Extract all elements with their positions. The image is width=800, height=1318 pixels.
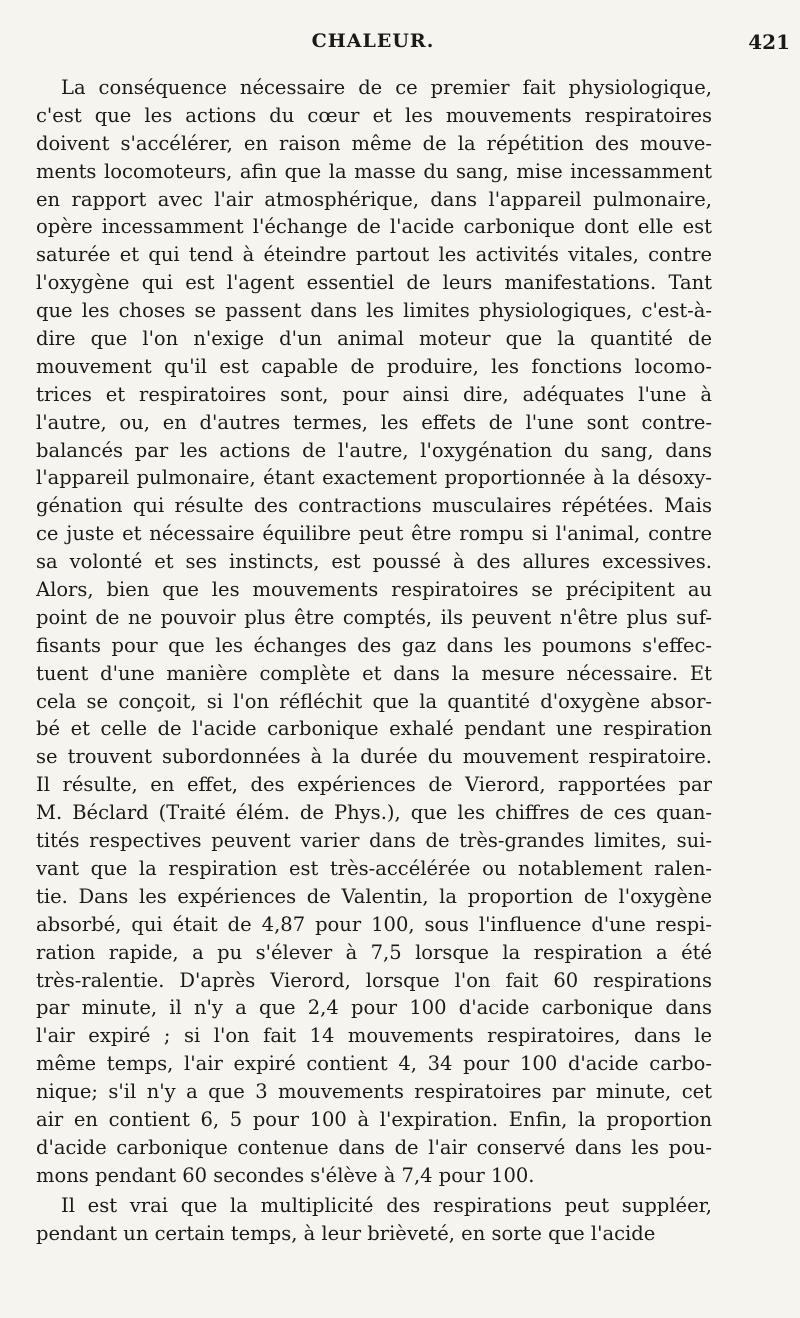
text-line: nique; s'il n'y a que 3 mouvements respiratoires par minute, cet [36, 1080, 712, 1104]
text-line: se trouvent subordonnées à la durée du mouvement respiratoire. [36, 745, 712, 769]
text-line: en rapport avec l'air atmosphérique, dans l'appareil pulmonaire, [36, 187, 712, 211]
running-title: CHALEUR. [311, 30, 435, 52]
text-line: cela se conçoit, si l'on réfléchit que la quantité d'oxygène absor- [36, 689, 712, 713]
text-line: bé et celle de l'acide carbonique exhalé pendant une respiration [36, 717, 712, 741]
text-line: c'est que les actions du cœur et les mouvements respiratoires [36, 103, 712, 127]
text-line: l'autre, ou, en d'autres termes, les effets de l'une sont contre- [36, 410, 712, 434]
text-line: vant que la respiration est très-accélérée ou notablement ralen- [36, 856, 712, 880]
text-line: doivent s'accélérer, en raison même de la répétition des mouve- [36, 131, 712, 155]
text-line: l'appareil pulmonaire, étant exactement proportionnée à la désoxy- [36, 466, 712, 490]
text-line: absorbé, qui était de 4,87 pour 100, sous l'influence d'une respi- [36, 912, 712, 936]
text-line: tités respectives peuvent varier dans de très-grandes limites, sui- [36, 829, 712, 853]
text-line: pendant un certain temps, à leur brièveté, en sorte que l'acide [36, 1221, 656, 1245]
text-line: mouvement qu'il est capable de produire, les fonctions locomo- [36, 354, 712, 378]
text-line: même temps, l'air expiré contient 4, 34 pour 100 d'acide carbo- [36, 1052, 712, 1076]
body-text [36, 74, 712, 1247]
text-line: par minute, il n'y a que 2,4 pour 100 d'acide carbonique dans [36, 996, 712, 1020]
text-line: balancés par les actions de l'autre, l'oxygénation du sang, dans [36, 438, 712, 462]
text-line: M. Béclard (Traité élém. de Phys.), que les chiffres de ces quan- [36, 801, 712, 825]
text-line: opère incessamment l'échange de l'acide carbonique dont elle est [36, 215, 712, 239]
text-line: ce juste et nécessaire équilibre peut être rompu si l'animal, contre [36, 522, 712, 546]
text-line: sa volonté et ses instincts, est poussé à des allures excessives. [36, 550, 712, 574]
text-line: ments locomoteurs, afin que la masse du sang, mise incessamment [36, 159, 712, 183]
text-line: Il est vrai que la multiplicité des respirations peut suppléer, [61, 1193, 712, 1217]
text-line: point de ne pouvoir plus être comptés, ils peuvent n'être plus suf- [36, 605, 712, 629]
text-line: mons pendant 60 secondes s'élève à 7,4 pour 100. [36, 1163, 535, 1187]
text-line: air en contient 6, 5 pour 100 à l'expiration. Enfin, la proportion [36, 1107, 712, 1131]
text-line: fisants pour que les échanges des gaz dans les poumons s'effec- [36, 633, 712, 657]
text-line: d'acide carbonique contenue dans de l'air conservé dans les pou- [36, 1135, 712, 1159]
text-line: saturée et qui tend à éteindre partout les activités vitales, contre [36, 243, 712, 267]
text-line: tuent d'une manière complète et dans la mesure nécessaire. Et [36, 661, 712, 685]
text-line: dire que l'on n'exige d'un animal moteur que la quantité de [36, 327, 712, 351]
page-number: 421 [748, 30, 790, 54]
text-line: trices et respiratoires sont, pour ainsi dire, adéquates l'une à [36, 382, 712, 406]
text-line: tie. Dans les expériences de Valentin, la proportion de l'oxygène [36, 884, 712, 908]
text-line: Il résulte, en effet, des expériences de Vierord, rapportées par [36, 773, 712, 797]
text-line: l'air expiré ; si l'on fait 14 mouvements respiratoires, dans le [36, 1024, 712, 1048]
text-line: très-ralentie. D'après Vierord, lorsque l'on fait 60 respirations [36, 968, 712, 992]
text-line: Alors, bien que les mouvements respiratoires se précipitent au [36, 578, 712, 602]
running-head [36, 30, 790, 60]
text-line: ration rapide, a pu s'élever à 7,5 lorsque la respiration a été [36, 940, 712, 964]
paragraph [36, 1192, 712, 1248]
text-line: l'oxygène qui est l'agent essentiel de leurs manifestations. Tant [36, 271, 712, 295]
paragraph [36, 74, 712, 1190]
text-line: que les choses se passent dans les limites physiologiques, c'est-à- [36, 299, 712, 323]
text-line: génation qui résulte des contractions musculaires répétées. Mais [36, 494, 712, 518]
text-line: La conséquence nécessaire de ce premier fait physiologique, [61, 76, 712, 99]
